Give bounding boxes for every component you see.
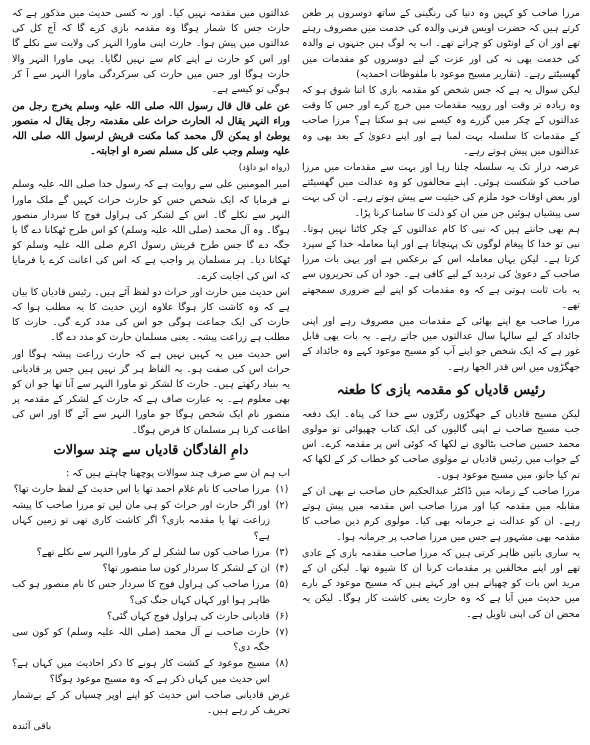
question-text: ان کے لشکر کا سردار کون سا منصور تھا؟: [102, 563, 270, 575]
question-text: مرزا صاحب کا نام غلام احمد تھا یا اس حدیث کے لفظ حارث تھا؟: [13, 484, 270, 496]
right-paragraph-4: ہم بھی جانتے ہیں کہ نبی کا کام عدالتوں کے چکر کاٹنا نہیں ہوتا۔ نبی تو خدا کا پیغام لوگوں تک پہنچاتا ہے اور اپنا معاملہ خدا کے سپرد کرتا ہے۔ لیکن یہاں معاملہ اس کے برعکس ہے اور یہی بات مرزا صاحب کے دعویٰ کی تردید کے لیے کافی ہے۔ خود ان کی تحریروں سے یہ بات ثابت ہوتی ہے کہ وہ مقدمات کو اپنے لیے ضروری سمجھتے تھے۔: [302, 223, 580, 311]
questions-list: [12, 482, 290, 687]
question-text: قادیانی حارث کی ہراول فوج کہاں گئی؟: [106, 610, 270, 622]
right-paragraph-7: مرزا صاحب کے زمانہ میں ڈاکٹر عبدالحکیم خاں صاحب نے بھی ان کے مقابلہ میں مقدمہ کیا اور مرزا صاحب اس مقدمہ میں پیش ہوتے رہے۔ ان کو عدالت نے جرمانہ بھی کیا۔ مولوی کرم دین صاحب کا مقدمہ بھی مشہور ہے جس میں مرزا صاحب پر جرمانہ ہوا۔: [302, 485, 580, 543]
right-paragraph-6: لیکن مسیح قادیاں کے جھگڑوں رگڑوں سے خدا کی پناہ۔ ایک دفعہ جب مسیح صاحب نے اپنی گالیوں کی ایک کتاب چھپوائی تو مولوی محمد حسین صاحب بٹالوی نے لکھا کہ کوئی اس پر مقدمہ کرے۔ اس کے جواب میں رئیس قادیاں نے مولوی صاحب کو خطاب کر کے لکھا کہ تم کیا جانو، میں مسیح موعود ہوں۔: [302, 408, 580, 481]
question-text: مرزا صاحب کی ہراول فوج کا سردار جس کا نام منصور ہو کب ظاہر ہوا اور کہاں کہاں جنگ کی؟: [12, 579, 270, 606]
question-number: (۲): [275, 500, 289, 512]
left-paragraph-2: امیر المومنین علی سے روایت ہے کہ رسول خدا صلی اللہ علیہ وسلم نے فرمایا کہ ایک شخص جس کو حارث حراث کہیں گے ملک ماورا النہر سے نکلے گا۔ اس کے لشکر کی ہراول فوج کا سردار منصور ہوگا۔ وہ آل محمد (صلی اللہ علیہ وسلم) کو اس طرح ٹھکانا دے گا یا جگہ دے گا جس طرح قریش رسول اکرم صلی اللہ علیہ وسلم کو ٹھکانا دیا۔ ہر مسلمان پر واجب ہے کہ اس کی اعانت کرے یا فرمایا کہ اس کی اجابت کرے۔: [12, 179, 290, 282]
question-text: حارث صاحب نے آل محمد (صلی اللہ علیہ وسلم) کو کون سی جگہ دی؟: [12, 626, 270, 654]
question-text: مرزا صاحب کون سا لشکر لے کر ماورا النہر سے نکلے تھے؟: [36, 546, 270, 558]
question-item: [12, 656, 290, 686]
left-paragraph-4: اس حدیث میں یہ کہیں نہیں ہے کہ حارث زراعت پیشہ ہوگا اور حراث اس کی صفت ہو۔ یہ الفاظ ہر گز نہیں ہیں جس پر قادیانی یہ بنیاد رکھتے ہیں۔ حارث کا لشکر تو ماورا النہر سے آنا تھا جو ان کو بھی معلوم ہے۔ یہ عبارت صاف ہے کہ حارث کے لشکر کے مقدمہ پر منصور نام ایک شخص ہوگا جو ماورا النہر سے آئے گا اور اس کی اطاعت کرنا ہر مسلمان کا فرض ہوگا۔: [12, 348, 290, 436]
right-paragraph-3: عرصہ دراز تک یہ سلسلہ چلتا رہا اور بہت سے مقدمات میں مرزا صاحب کو شکست ہوئی۔ اپنے مخالفوں کو وہ عدالت میں گھسیٹتے اور بعض اوقات خود ملزم کی حیثیت سے پیش ہوتے رہے۔ ان کی بہت سی پیشیاں ہوئیں جن میں ان کو ذلت کا سامنا کرنا پڑا۔: [302, 162, 580, 219]
section-heading-litigation: رئیس قادیاں کو مقدمہ بازی کا طعنہ: [336, 381, 546, 398]
arabic-hadith-text: عن علی قال قال رسول اللہ صلی اللہ علیہ وسلم یخرج رجل من وراء النہر یقال لہ الحارث حراث علی مقدمتہ رجل یقال لہ منصور یوطئ او یمکن لآل محمد کما مکنت قریش لرسول اللہ صلی اللہ علیہ وسلم وجب علی کل مسلم نصرہ او اجابتہ۔: [12, 101, 290, 158]
question-item: [12, 561, 290, 576]
question-number: (۷): [275, 626, 289, 638]
question-item: [12, 577, 290, 607]
right-column: [302, 6, 580, 741]
two-column-layout: [10, 6, 580, 741]
question-text: اور اگر حارث اور حراث کو ہی مان لیں تو مرزا صاحب کا پیشہ زراعت تھا یا مقدمہ بازی؟ اگر کاشت کاری تھی تو زمین کہاں ہے؟: [12, 500, 270, 542]
question-item: [12, 609, 290, 624]
right-paragraph-1: مرزا صاحب کو کہیں وہ دنیا کی رنگینی کے ساتھ دوسروں پر طعن کرتے ہیں کہ حضرت اویس قرنی والدہ کی خدمت میں مصروف رہتے تھے اور ان کے اونٹوں کو چراتے تھے۔ اب یہ لوگ ہیں جنہوں نے والدہ کی خدمت بھی نہ کی اور عزت کے لیے دوسروں کو مقدمات میں گھسیٹتے رہے۔ (تقاریر مسیح موعود با ملفوظات احمدیہ): [302, 8, 580, 80]
left-paragraph-3: اس حدیث میں حارث اور حراث دو لفظ آئے ہیں۔ رئیس قادیان کا بیان ہے کہ وہ کاشت کار ہوگا علاوہ ازیں حدیث کا یہ مطلب ہوا کہ حارث کی ایک جماعت ہوگی جو اس کی مدد کرے گی۔ حارث کا مطلب ہے زراعت پیشہ۔ یعنی مسلمان حارث کو مدد دے گا۔: [12, 286, 290, 344]
question-number: (۱): [275, 484, 289, 496]
question-text: مسیح موعود کے کشت کار ہونے کا ذکر احادیث میں کہاں ہے؟ اس حدیث میں کہاں ذکر ہے کہ وہ مسیح موعود ہوگا؟: [12, 658, 270, 685]
question-item: [12, 545, 290, 560]
right-paragraph-2: لیکن سوال یہ ہے کہ جس شخص کو مقدمہ بازی کا اتنا شوق ہو کہ وہ زیادہ تر وقت اور روپیہ مقدمات میں خرچ کرے اور جس کا وقت عدالتوں کے چکر میں گزرے وہ کیسے نبی ہو سکتا ہے؟ مرزا صاحب کے مقدمات کا سلسلہ بہت لمبا ہے اور اپنے دعویٰ کے بعد بھی وہ عدالتوں میں پیش ہوتے رہے۔: [302, 85, 580, 157]
question-item: [12, 625, 290, 655]
closing-paragraph: غرض قادیانی صاحب اس حدیث کو اپنے اوپر چسپاں کر کے بےشمار تحریف کر رہے ہیں۔: [12, 689, 290, 716]
hadith-reference: (رواہ ابو داؤد): [238, 163, 290, 174]
question-item: [12, 498, 290, 544]
left-paragraph-1: عدالتوں میں مقدمہ نہیں کیا۔ اور نہ کسی حدیث میں مذکور ہے کہ حارث جس کا شمار ہوگا وہ مقدمہ بازی کرے گا کہ آج کل کی عدالتوں میں پیش ہوا۔ حارث اپنی ماورا النہر کی ولایت سے نکلے گا اور اس کو حارث نے اپنے کام سے نہیں لگایا۔ یہی ماورا النہر والا حارث ہوگا اور جس میں حارث کی سرکردگی ماورا النہر سے آ کر ہوگی تو کیسے ہے۔: [12, 8, 290, 96]
question-number: (۵): [275, 579, 289, 591]
continued-note: باقی آئندہ: [12, 721, 52, 733]
right-paragraph-5: مرزا صاحب مع اپنے بھائی کے مقدمات میں مصروف رہے اور اپنی جائداد کے لیے سالہا سال عدالتوں میں جاتے رہے۔ یہ بات بھی قابل غور ہے کہ ایک شخص جو اپنے آپ کو مسیح موعود کہے وہ جائداد کے جھگڑوں میں اس قدر الجھا رہے۔: [302, 316, 580, 373]
right-paragraph-8: یہ ساری باتیں ظاہر کرتی ہیں کہ مرزا صاحب مقدمہ بازی کے عادی تھے اور اپنے مخالفین پر مقدمات کرنا ان کا شیوہ تھا۔ لیکن ان کے مرید اس بات کو چھپاتے ہیں اور کہتے ہیں کہ مسیح موعود کے بارے میں حدیث میں آیا ہے کہ وہ حارث یعنی کاشت کار ہوگا۔ لیکن یہ محض ان کی اپنی تاویل ہے۔: [302, 547, 580, 620]
question-number: (۶): [275, 610, 289, 622]
left-column: [12, 6, 290, 741]
question-item: [12, 482, 290, 497]
section-heading-questions: دامِ الفادگان قادیاں سے چند سوالات: [53, 442, 249, 458]
questions-intro: اب ہم ان سے صرف چند سوالات پوچھنا چاہتے ہیں کہ :: [65, 467, 290, 479]
question-number: (۴): [275, 563, 289, 575]
question-number: (۸): [275, 658, 289, 670]
question-number: (۳): [275, 546, 289, 558]
